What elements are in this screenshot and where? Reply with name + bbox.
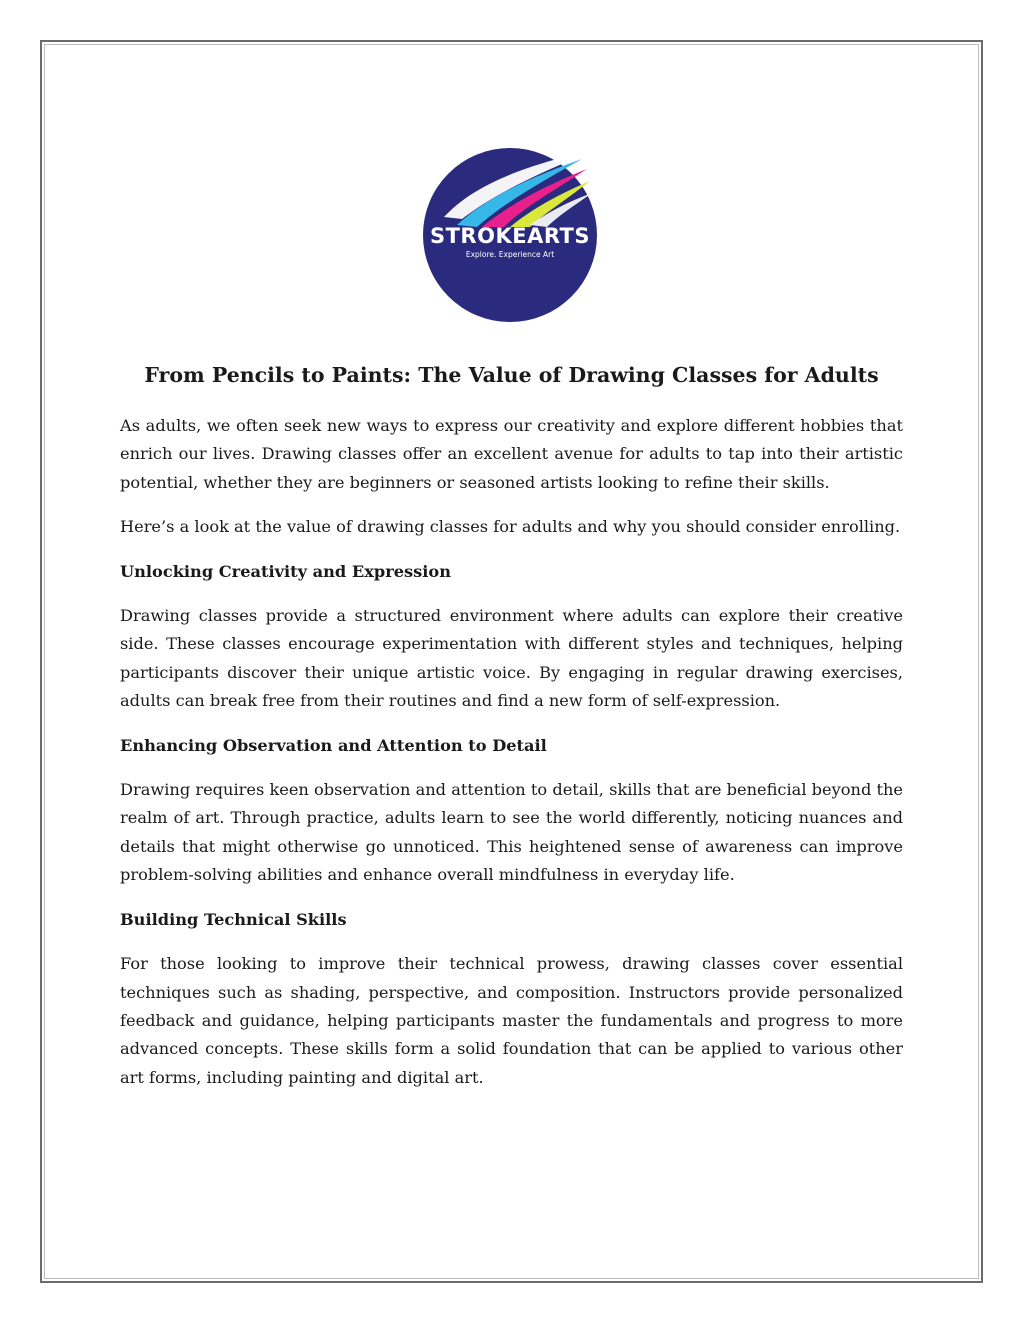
document-title: From Pencils to Paints: The Value of Drawing Classes for Adults xyxy=(144,363,879,387)
section-heading: Building Technical Skills xyxy=(120,909,347,929)
document-body xyxy=(120,360,903,1108)
logo-brand-text: STROKEARTS xyxy=(429,224,591,248)
section-heading: Enhancing Observation and Attention to Detail xyxy=(120,735,547,755)
strokearts-logo xyxy=(422,147,598,323)
section-paragraph: For those looking to improve their technical prowess, drawing classes cover essential techniques such as shading, perspective, and composition. Instructors provide personalized feedback and guidance, helping participants master the fundamentals and progress to more advanced concepts. These skills form a solid foundation that can be applied to various other art forms, including painting and digital art. xyxy=(120,954,903,1087)
intro-paragraph: Here’s a look at the value of drawing classes for adults and why you should consider enrolling. xyxy=(120,517,901,537)
intro-paragraph: As adults, we often seek new ways to express our creativity and explore different hobbies that enrich our lives. Drawing classes offer an excellent avenue for adults to tap into their artistic potential, whether they are beginners or seasoned artists looking to refine their skills. xyxy=(120,416,903,492)
section-paragraph: Drawing classes provide a structured environment where adults can explore their creative side. These classes encourage experimentation with different styles and techniques, helping participants discover their unique artistic voice. By engaging in regular drawing exercises, adults can break free from their routines and find a new form of self-expression. xyxy=(120,606,903,711)
section-paragraph: Drawing requires keen observation and attention to detail, skills that are beneficial beyond the realm of art. Through practice, adults learn to see the world differently, noticing nuances and details that might otherwise go unnoticed. This heightened sense of awareness can improve problem-solving abilities and enhance overall mindfulness in everyday life. xyxy=(120,780,903,885)
section-heading: Unlocking Creativity and Expression xyxy=(120,561,451,581)
logo-tagline: Explore. Experience Art xyxy=(465,250,555,259)
